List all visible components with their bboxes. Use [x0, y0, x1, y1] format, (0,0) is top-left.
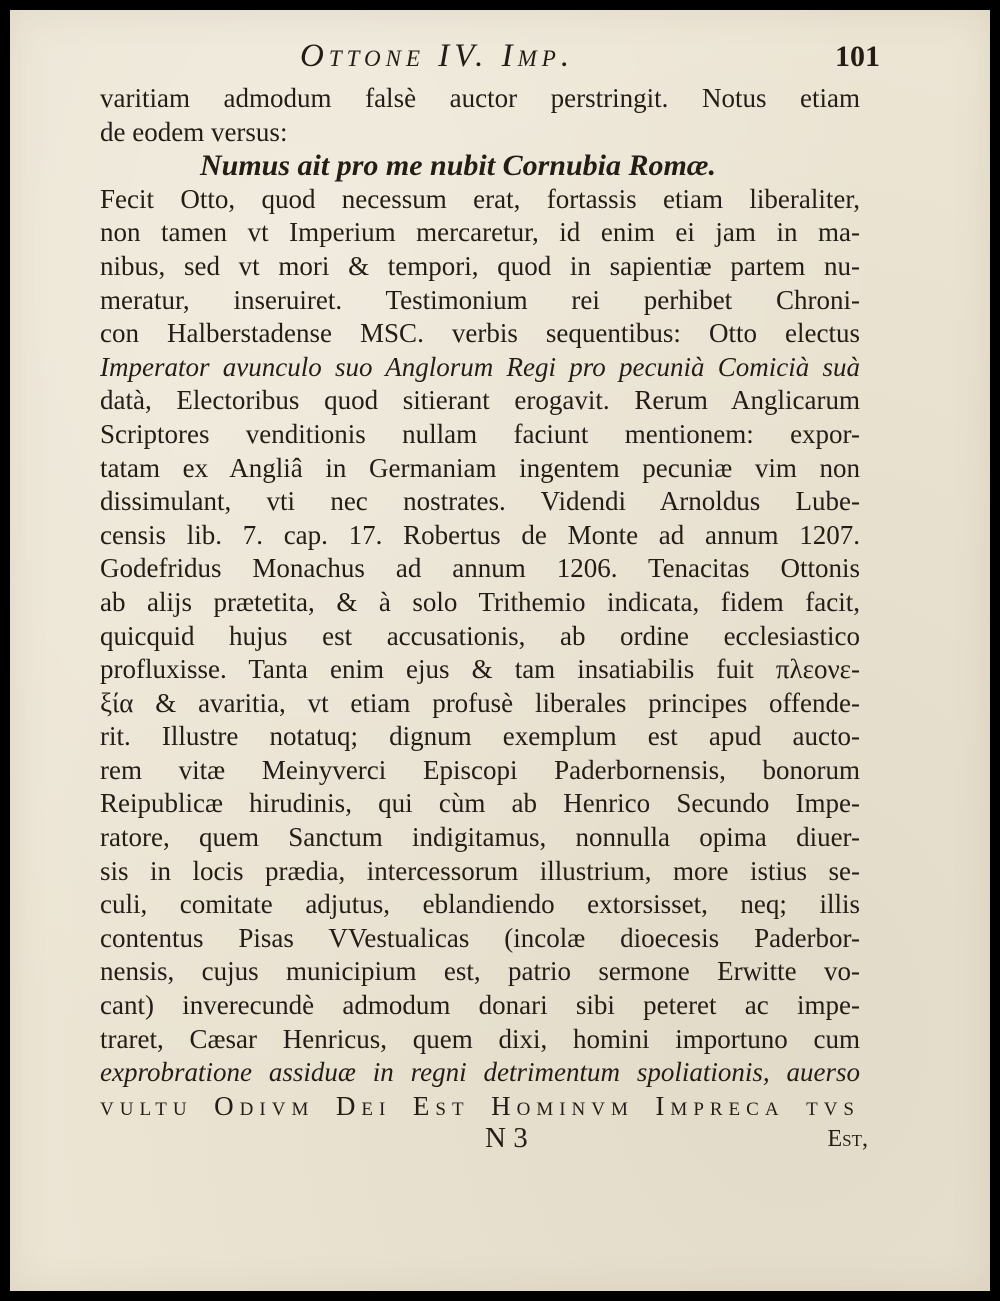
text-line: sis in locis prædia, intercessorum illustrium, more istius se- — [100, 855, 860, 886]
text-line: tatam ex Angliâ in Germaniam ingentem pecuniæ vim non — [100, 452, 860, 483]
text-line: traret, Cæsar Henricus, quem dixi, homini importuno cum — [100, 1023, 860, 1054]
text-line: cant) inverecundè admodum donari sibi peteret ac impe- — [100, 990, 860, 1021]
text-line: contentus Pisas VVestualicas (incolæ dioecesis Paderbor- — [100, 922, 860, 953]
text-line: rem vitæ Meinyverci Episcopi Paderbornensis, bonorum — [100, 754, 860, 785]
text-line: rit. Illustre notatuq; dignum exemplum est apud aucto- — [100, 721, 860, 752]
running-head: Ottone IV. Imp. — [300, 38, 575, 74]
page-footer — [100, 1122, 868, 1162]
verse-line: Numus ait pro me nubit Cornubia Romæ. — [200, 149, 716, 183]
text-line: Reipublicæ hirudinis, qui cùm ab Henrico Secundo Impe- — [100, 788, 860, 819]
text-line: culi, comitate adjutus, eblandiendo extorsisset, neq; illis — [100, 889, 860, 920]
text-line: non tamen vt Imperium mercaretur, id enim ei jam in ma- — [100, 217, 860, 248]
catchword: Est, — [827, 1126, 868, 1152]
signature-mark: N 3 — [485, 1122, 528, 1154]
text-line: censis lib. 7. cap. 17. Robertus de Monte ad annum 1207. — [100, 519, 860, 550]
text-line: datà, Electoribus quod sitierant erogavit. Rerum Anglicarum — [100, 385, 860, 416]
text-line: ξία & avaritia, vt etiam profusè liberales principes offende- — [100, 687, 860, 718]
text-line: vultu Odivm Dei Est Hominvm Impreca tvs — [100, 1090, 860, 1121]
text-line: nensis, cujus municipium est, patrio sermone Erwitte vo- — [100, 956, 860, 987]
text-line: varitiam admodum falsè auctor perstringit. Notus etiam — [100, 83, 860, 113]
text-line: profluxisse. Tanta enim ejus & tam insatiabilis fuit πλεονε- — [100, 654, 860, 685]
body-text — [100, 82, 860, 1123]
text-line: Fecit Otto, quod necessum erat, fortassis etiam liberaliter, — [100, 183, 860, 214]
book-page — [10, 10, 990, 1291]
text-line: ab alijs prætetita, & à solo Trithemio indicata, fidem facit, — [100, 586, 860, 617]
page-number: 101 — [835, 40, 880, 73]
text-line: dissimulant, vti nec nostrates. Videndi Arnoldus Lube- — [100, 486, 860, 517]
text-line: Godefridus Monachus ad annum 1206. Tenacitas Ottonis — [100, 553, 860, 584]
text-line: con Halberstadense MSC. verbis sequentibus: Otto electus — [100, 318, 860, 349]
text-line: de eodem versus: — [100, 116, 288, 147]
page-header — [100, 38, 880, 82]
text-line: quicquid hujus est accusationis, ab ordine ecclesiastico — [100, 620, 860, 651]
text-line: nibus, sed vt mori & tempori, quod in sapientiæ partem nu- — [100, 250, 860, 281]
text-line: Scriptores venditionis nullam faciunt mentionem: expor- — [100, 418, 860, 449]
quotation-line: exprobratione assiduæ in regni detrimentum spoliationis, auerso — [100, 1057, 860, 1088]
text-line: ratore, quem Sanctum indigitamus, nonnulla opima diuer- — [100, 822, 860, 853]
text-line: meratur, inseruiret. Testimonium rei perhibet Chroni- — [100, 284, 860, 315]
quotation-line: Imperator avunculo suo Anglorum Regi pro pecunià Comicià suà — [100, 351, 860, 382]
